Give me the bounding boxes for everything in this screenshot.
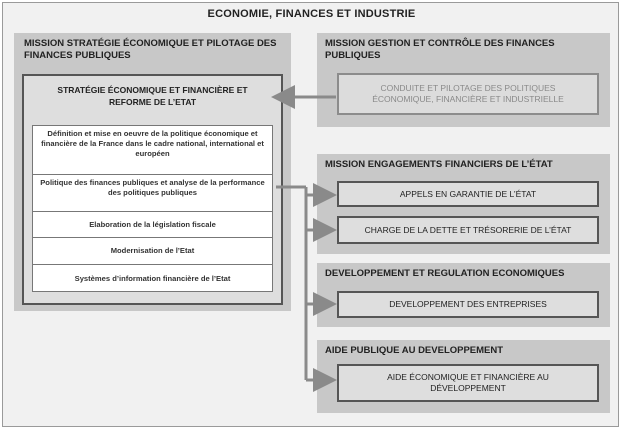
diagram-title: ECONOMIE, FINANCES ET INDUSTRIE	[207, 8, 416, 20]
mission-gestion-title: MISSION GESTION ET CONTRÔLE DES FINANCES PUBLIQUES	[325, 38, 555, 61]
program-dette-box: CHARGE DE LA DETTE ET TRÉSORERIE DE L’ÉTAT	[337, 216, 599, 244]
mission-strategie-title: MISSION STRATÉGIE ÉCONOMIQUE ET PILOTAGE DES FINANCES PUBLIQUES	[24, 38, 277, 61]
action-item: Systèmes d’information financière de l’Etat	[33, 264, 272, 291]
mission-engagements-title: MISSION ENGAGEMENTS FINANCIERS DE L’ÉTAT	[325, 159, 553, 170]
action-item: Définition et mise en oeuvre de la politique économique et financière de la France dans le cadre national, international et européen	[33, 126, 272, 174]
program-entreprises-box: DEVELOPPEMENT DES ENTREPRISES	[337, 291, 599, 318]
program-aide-box: AIDE ÉCONOMIQUE ET FINANCIÈRE AU DÉVELOPPEMENT	[337, 364, 599, 402]
program-conduite-box: CONDUITE ET PILOTAGE DES POLITIQUES ÉCONOMIQUE, FINANCIÈRE ET INDUSTRIELLE	[337, 73, 599, 115]
action-item: Modernisation de l’Etat	[33, 237, 272, 264]
action-item: Politique des finances publiques et analyse de la performance des politiques publiques	[33, 174, 272, 211]
program-appels-box: APPELS EN GARANTIE DE L’ÉTAT	[337, 181, 599, 207]
program-strategie-title: STRATÉGIE ÉCONOMIQUE ET FINANCIÈRE ET REFORME DE L’ETAT	[57, 85, 248, 107]
mission-developpement-title: DEVELOPPEMENT ET REGULATION ECONOMIQUES	[325, 268, 565, 279]
aide-publique-title: AIDE PUBLIQUE AU DEVELOPPEMENT	[325, 345, 504, 356]
action-item: Elaboration de la législation fiscale	[33, 211, 272, 237]
